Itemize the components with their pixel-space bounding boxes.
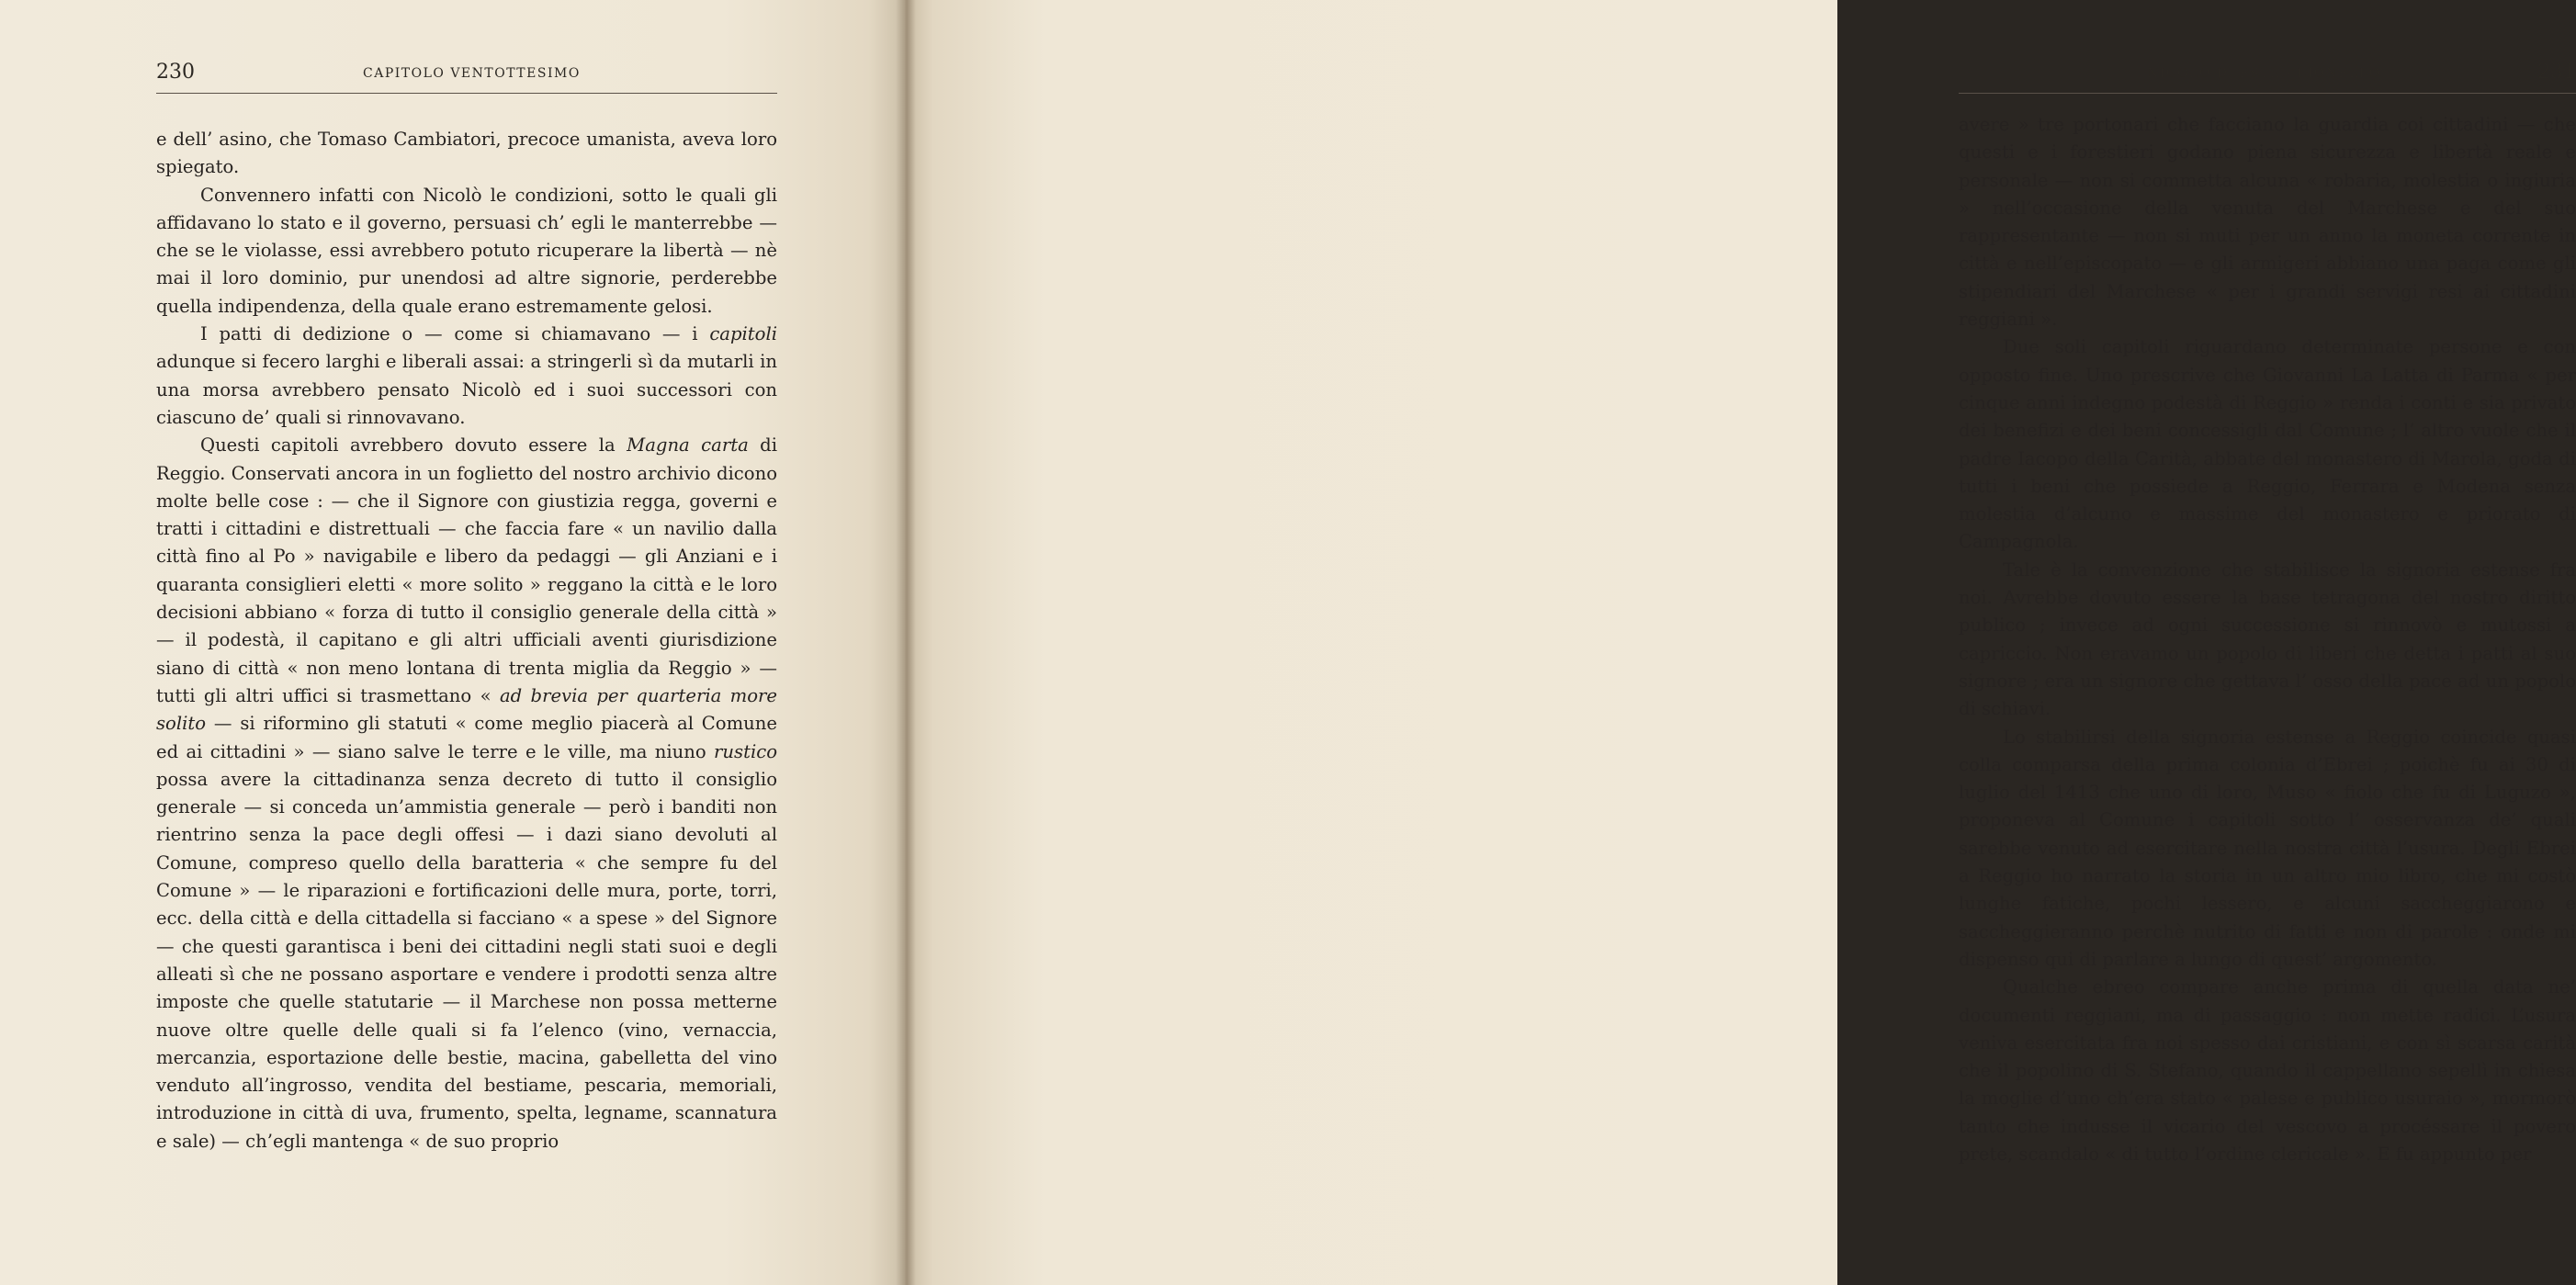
body-text: Qualche ebreo compare anche prima di quella data ne’ documenti reggiani, ma di passaggio : non mette radici. L’usura veniva esercitata fra noi spesso dai cristiani, e con sì scarsa carità che il popolino di S. Stefano, quando il cappellano sepellì in chiesa la moglie d’uno ch’era stato « palese e publico usuraio », mormorò tanto che indusse il vicario del vescovo a procéssare il povero prete, scandalo « di tutto l’ordine clericale ». E fu appunto per <box>1959 976 2576 1165</box>
paragraph <box>156 182 777 321</box>
body-text: Due soli capitoli riguardano determinate persone e con opposto fine. Uno prescrive che Giovanni La Latta di Parma « per cinque anni indegno podestà di Reggio » renda i conti e sia privato dei benefizi e dei beni concessigli dal Comune ; l’ altro vuole che il padre Iacopo della Carità, abbate del monastero di Marola, goda di tutti i beni che possiede a Reggio, Ferrara e Modena senza molestia d’alcuno e massime del monastero e priorato di Campagnola. <box>1959 336 2576 553</box>
paragraph <box>1959 724 2576 975</box>
body-text: Tale è la convenzione che stabilisce la signoria estense fra noi. Avrebbe dovuto essere la base tetragona del nostro diritto publico ; invece ad ogni successione si rinnovò e mutossi a capriccio. Non eravamo un popolo di liberi che detta i patti al suo signore ; era un signore che gettava l’ osso della pace ad un popolo di schiavi. <box>1959 558 2576 720</box>
left-page-header <box>156 57 777 94</box>
running-head: NICOLÒ D’ ESTE - LIONELLO <box>2147 66 2381 81</box>
left-page-body <box>156 126 777 1155</box>
paragraph <box>156 432 777 1155</box>
right-page-body <box>1959 111 2576 1168</box>
body-text: — si riformino gli statuti « come meglio piacerà al Comune ed ai cittadini » — siano salve le terre e le ville, ma niuno <box>156 713 777 762</box>
running-head: CAPITOLO VENTOTTESIMO <box>363 66 581 81</box>
italic-text: Magna carta <box>627 434 749 457</box>
book-gutter <box>896 0 916 1285</box>
page-number: 231 <box>2537 61 2576 84</box>
paragraph <box>156 321 777 432</box>
body-text: Convennero infatti con Nicolò le condizioni, sotto le quali gli affidavano lo stato e il governo, persuasi ch’ egli le manterrebbe — che se le violasse, essi avrebbero potuto ricuperare la libertà — nè mai il loro dominio, pur unendosi ad altre signorie, perderebbe quella indipendenza, della quale erano estremamente gelosi. <box>156 184 777 317</box>
body-text: adunque si fecero larghi e liberali assai: a stringerli sì da mutarli in una morsa avrebbero pensato Nicolò ed i suoi successori con ciascuno de’ quali si rinnovavano. <box>156 351 777 428</box>
paragraph <box>1959 333 2576 556</box>
paragraph <box>1959 557 2576 724</box>
body-text: I patti di dedizione o — come si chiamavano — i <box>200 323 710 345</box>
right-page <box>905 0 2576 1285</box>
body-text: Lo stabilirsi della signoria estense a Reggio coincide quasi colla comparsa della prima colonia d’Ebrei ; poichè fu ai 30 di luglio del 1413 che uno di loro, Muso « fiolo che fu di Luguzo », proponeva al Comune i capitoli sotto l’ osservanza de’ quali sarebbe venuto ad esercitare nella nostra città l’usura. Degli Ebrei a Reggio ho narrato la storia in un altro mio libro, che mi costò lunghe fatiche, pochi lessero, e alcuni saccheggiarono e saccheggieranno perchè nutrito di fatti e non di parole : onde mi dispenso qui di parlare a lungo di quest’ argomento. <box>1959 726 2576 970</box>
italic-text: capitoli <box>709 323 777 345</box>
body-text: e dell’ asino, che Tomaso Cambiatori, precoce umanista, aveva loro spiegato. <box>156 129 777 178</box>
page-number: 230 <box>156 61 195 84</box>
italic-text: ad brevia per quarteria more solito <box>156 684 777 735</box>
body-text: di Reggio. Conservati ancora in un foglietto del nostro archivio dicono molte belle cose : — che il Signore con giustizia regga, governi e tratti i cittadini e distrettuali — che faccia fare « un navilio dalla città fino al Po » navigabile e libero da pedaggi — gli Anziani e i quaranta consiglieri eletti « more solito » reggano la città e le loro decisioni abbiano « forza di tutto il consiglio generale della città » — il podestà, il capitano e gli altri ufficiali aventi giurisdizione siano di città « non meno lontana di trenta miglia da Reggio » — tutti gli altri uffici si trasmettano « <box>156 434 777 706</box>
body-text: possa avere la cittadinanza senza decreto di tutto il consiglio generale — si conceda un’ammistia generale — però i banditi non rientrino senza la pace degli offesi — i dazi siano devoluti al Comune, compreso quello della baratteria « che sempre fu del Comune » — le riparazioni e fortificazioni delle mura, porte, torri, ecc. della città e della cittadella si facciano « a spese » del Signore — che questi garantisca i beni dei cittadini negli stati suoi e degli alleati sì che ne possano asportare e vendere i prodotti senza altre imposte che quelle statutarie — il Marchese non possa metterne nuove oltre quelle delle quali si fa l’elenco (vino, vernaccia, mercanzia, esportazione delle bestie, macina, gabelletta del vino venduto all’ingrosso, vendita del bestiame, pescaria, memoriali, introduzione in città di uva, frumento, spelta, legname, scannatura e sale) — ch’egli mantenga « de suo proprio <box>156 768 777 1152</box>
left-page <box>0 0 905 1285</box>
right-page-header <box>1959 57 2576 94</box>
body-text: avere » tre portonari che facciano la guardia coi cittadini — che questi e i forestieri godano piena sicurezza e libertà reale e personale — non si commetta alcuna « robaria, molestia o ingiuria » nell’occasione della venuta del Marchese e del suo rappresentante — non si muti per un anno la moneta corrente in città e nell’episcopato — e gli armigeri abbiano una paga come gli stipendiari del Marchese « per i grandi servigi resi ai cittadini reggiani ». <box>1959 114 2576 331</box>
body-text: Questi capitoli avrebbero dovuto essere la <box>200 434 627 457</box>
paragraph <box>156 126 777 182</box>
italic-text: rustico <box>714 740 777 762</box>
header-rule <box>1959 93 2576 94</box>
header-rule <box>156 93 777 94</box>
paragraph <box>1959 974 2576 1168</box>
paragraph <box>1959 111 2576 333</box>
